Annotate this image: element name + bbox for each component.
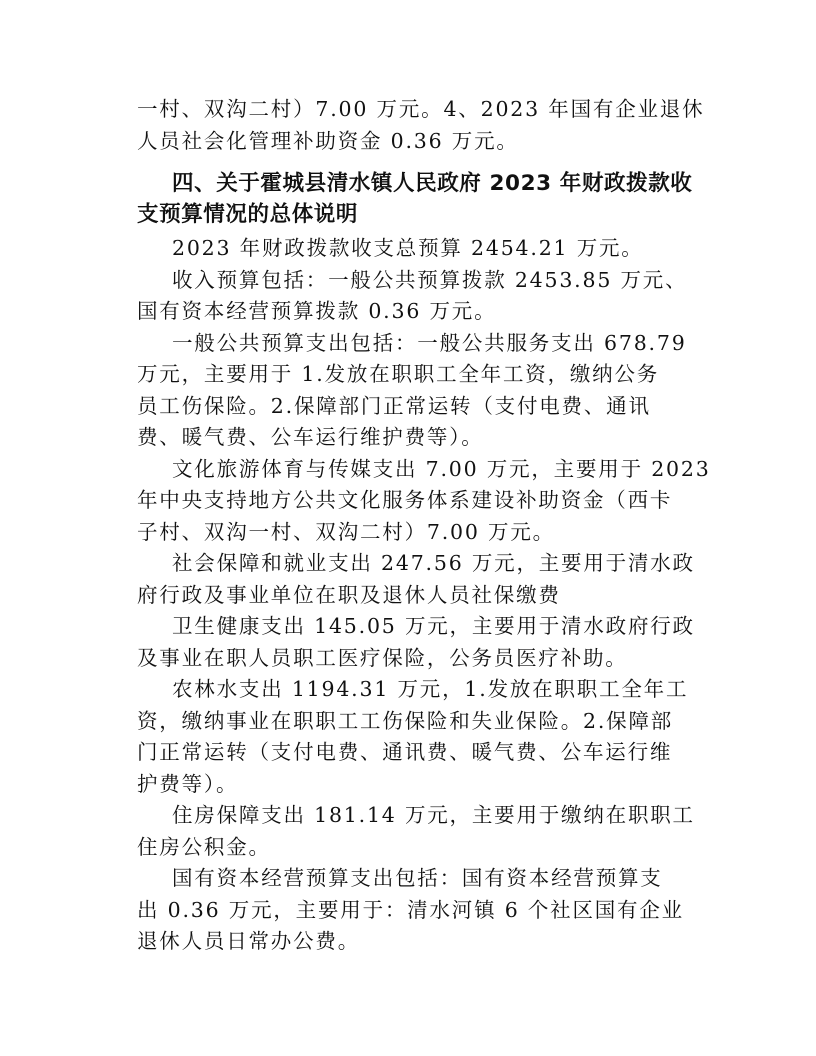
paragraph-line: 一般公共预算支出包括：一般公共服务支出 678.79 <box>172 331 687 355</box>
paragraph-line: 护费等）。 <box>137 772 239 796</box>
paragraph-line: 及事业在职人员职工医疗保险，公务员医疗补助。 <box>137 646 628 670</box>
paragraph-line: 年中央支持地方公共文化服务体系建设补助资金（西卡 <box>137 488 673 512</box>
paragraph-line: 文化旅游体育与传媒支出 7.00 万元，主要用于 2023 <box>172 457 711 481</box>
paragraph-line: 万元，主要用于 1.发放在职职工全年工资，缴纳公务 <box>137 362 660 386</box>
paragraph-line: 资，缴纳事业在职职工工伤保险和失业保险。2.保障部 <box>137 709 674 733</box>
paragraph-line: 国有资本经营预算拨款 0.36 万元。 <box>137 299 497 323</box>
paragraph-line: 门正常运转（支付电费、通讯费、暖气费、公车运行维 <box>137 740 673 764</box>
paragraph-line: 退休人员日常办公费。 <box>137 929 360 953</box>
paragraph-line: 住房保障支出 181.14 万元，主要用于缴纳在职职工 <box>172 803 695 827</box>
paragraph-line: 农林水支出 1194.31 万元，1.发放在职职工全年工 <box>172 677 689 701</box>
paragraph-line: 住房公积金。 <box>137 835 271 859</box>
paragraph-line: 一村、双沟二村）7.00 万元。4、2023 年国有企业退休 <box>137 97 705 121</box>
section-heading: 四、关于霍城县清水镇人民政府 2023 年财政拨款收 <box>172 171 693 196</box>
paragraph-line: 2023 年财政拨款收支总预算 2454.21 万元。 <box>172 236 644 260</box>
paragraph-line: 子村、双沟一村、双沟二村）7.00 万元。 <box>137 520 555 544</box>
paragraph-line: 收入预算包括：一般公共预算拨款 2453.85 万元、 <box>172 268 688 292</box>
paragraph-line: 府行政及事业单位在职及退休人员社保缴费 <box>137 583 561 607</box>
paragraph-line: 费、暖气费、公车运行维护费等）。 <box>137 425 484 449</box>
paragraph-line: 卫生健康支出 145.05 万元，主要用于清水政府行政 <box>172 614 695 638</box>
paragraph-line: 员工伤保险。2.保障部门正常运转（支付电费、通讯 <box>137 394 651 418</box>
paragraph-line: 国有资本经营预算支出包括：国有资本经营预算支 <box>172 866 663 890</box>
paragraph-line: 出 0.36 万元，主要用于：清水河镇 6 个社区国有企业 <box>137 898 684 922</box>
paragraph-line: 社会保障和就业支出 247.56 万元，主要用于清水政 <box>172 551 695 575</box>
section-heading: 支预算情况的总体说明 <box>137 202 359 227</box>
paragraph-line: 人员社会化管理补助资金 0.36 万元。 <box>137 129 519 153</box>
